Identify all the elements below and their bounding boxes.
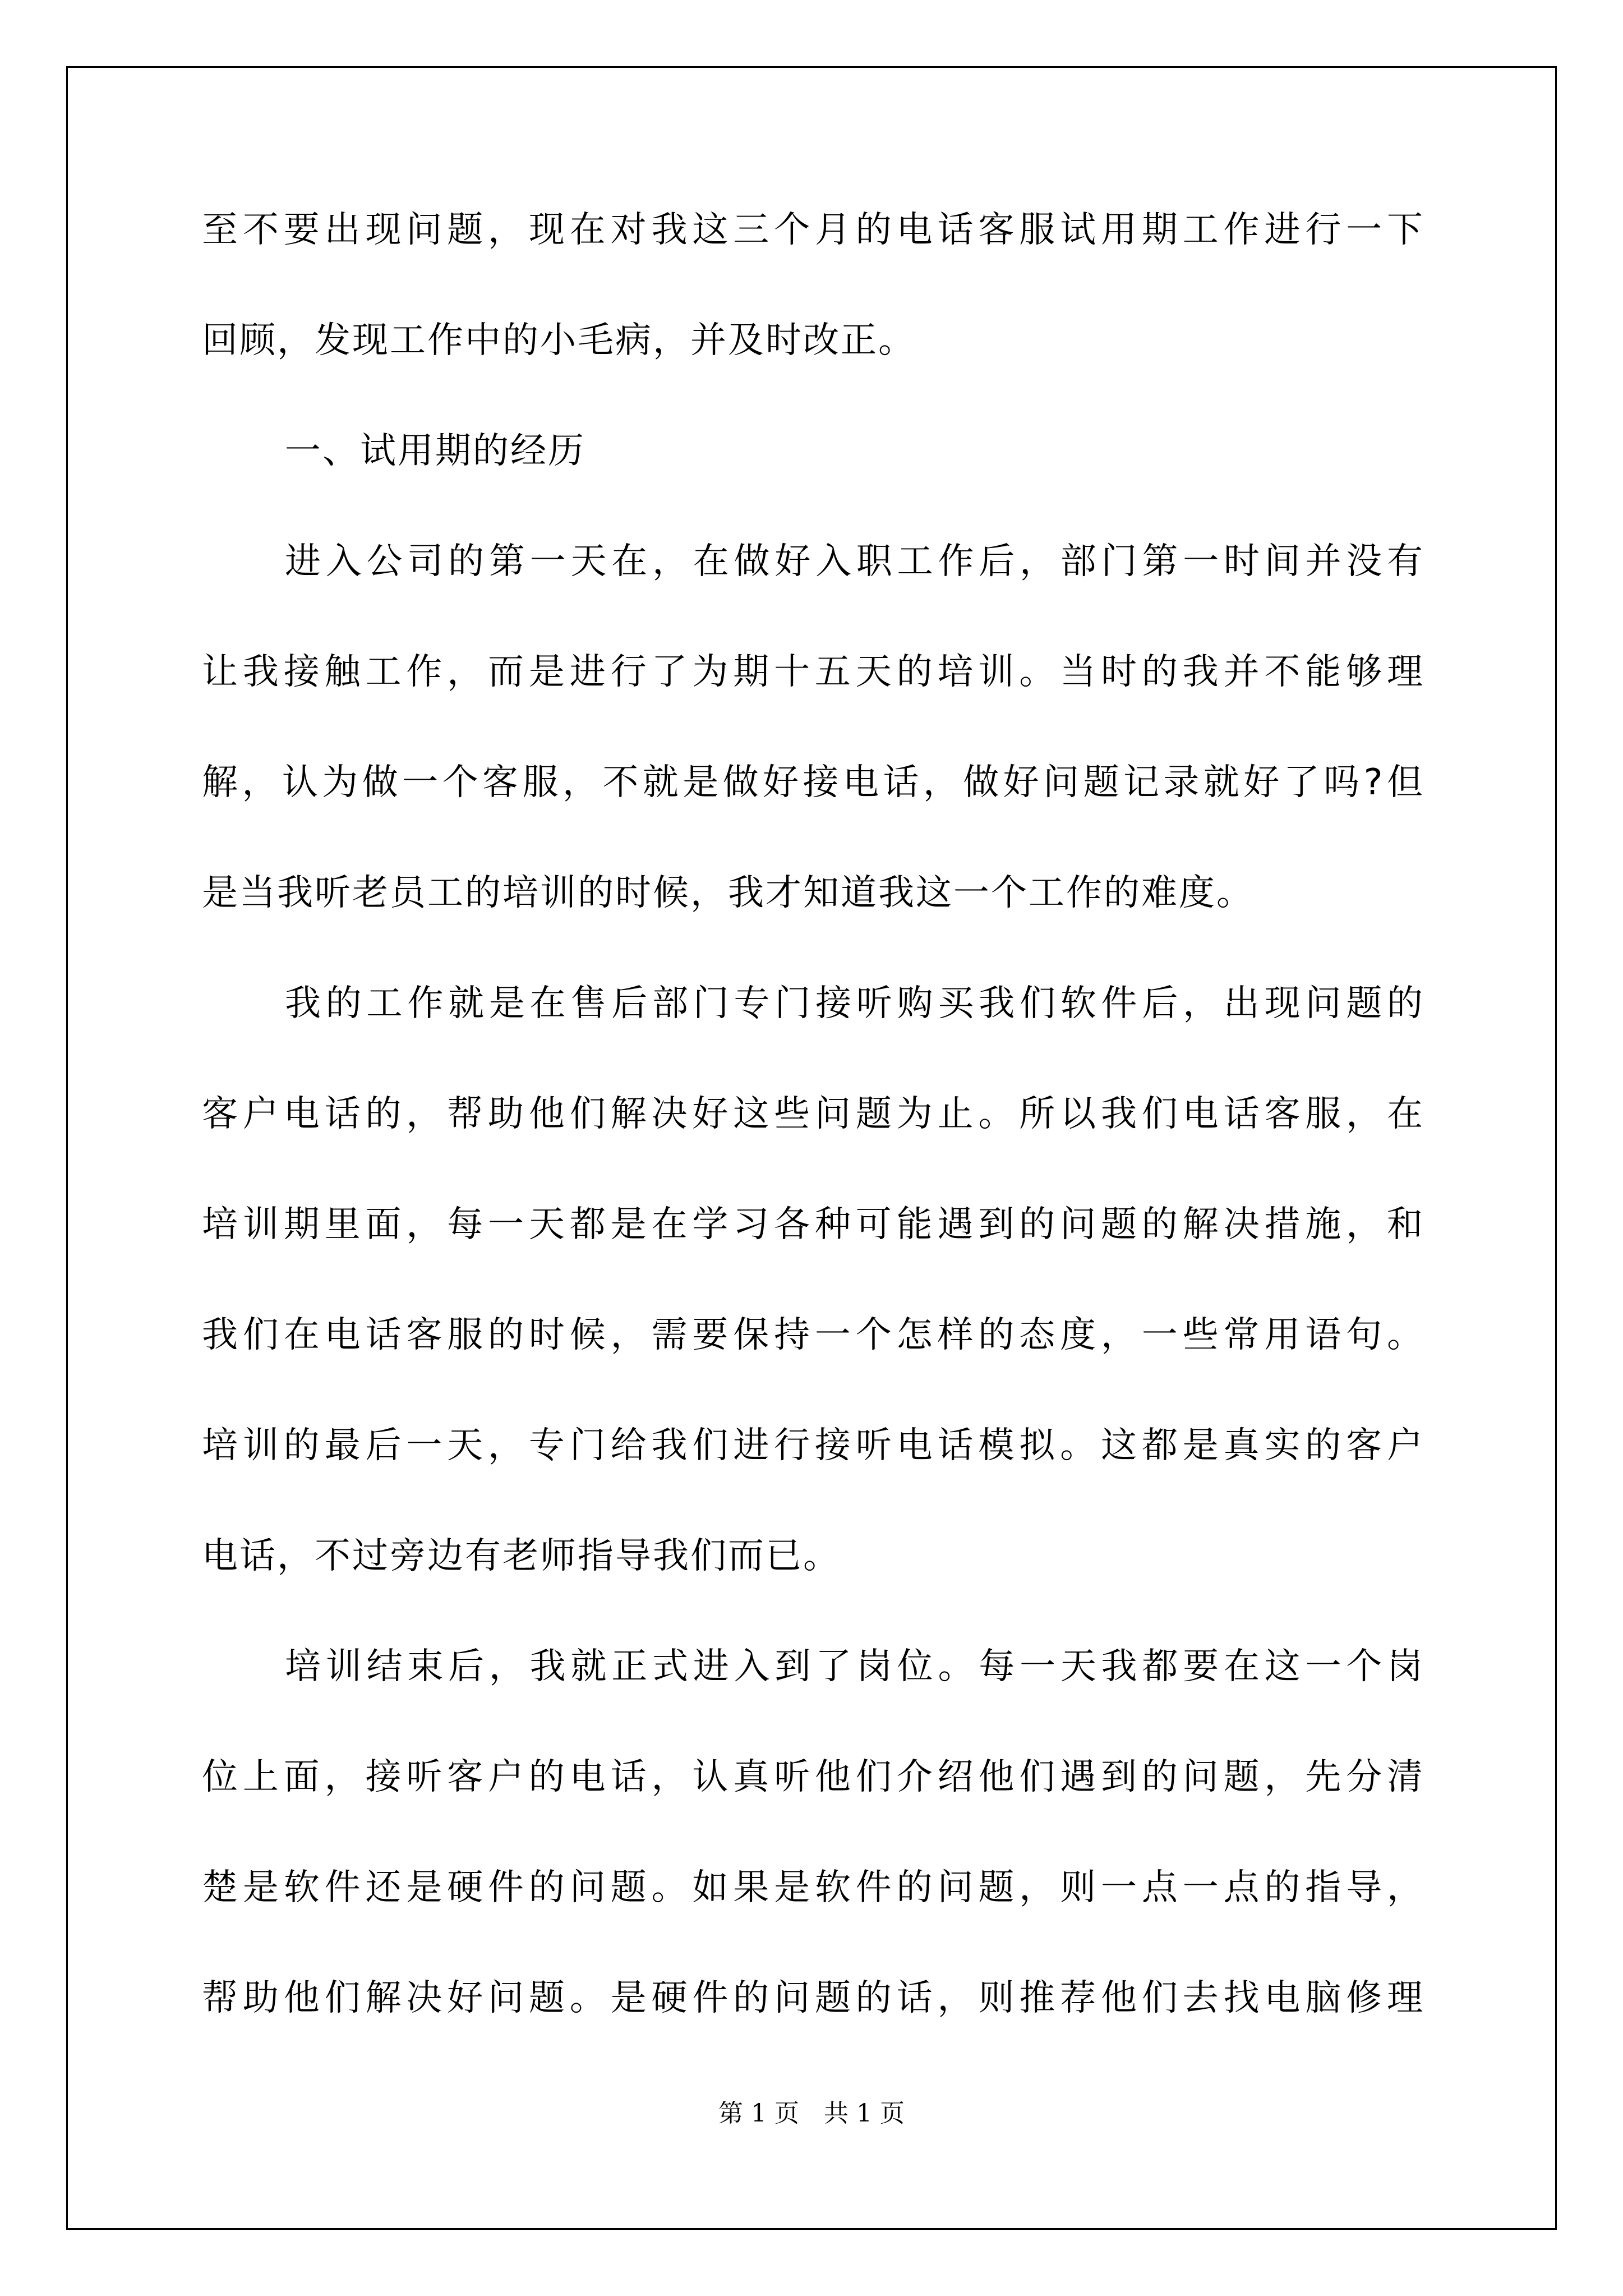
text-line: 是当我听老员工的培训的时候，我才知道我这一个工作的难度。	[202, 872, 1254, 914]
text-line: 位上面，接听客户的电话，认真听他们介绍他们遇到的问题，先分清	[202, 1756, 1424, 1798]
text-line: 让我接触工作，而是进行了为期十五天的培训。当时的我并不能够理	[202, 651, 1424, 693]
section-heading: 一、试用期的经历	[285, 430, 585, 472]
text-line: 我们在电话客服的时候，需要保持一个怎样的态度，一些常用语句。	[202, 1314, 1424, 1356]
text-line: 解，认为做一个客服，不就是做好接电话，做好问题记录就好了吗?但	[202, 762, 1424, 803]
text-line: 进入公司的第一天在，在做好入职工作后，部门第一时间并没有	[285, 541, 1424, 582]
text-line: 电话，不过旁边有老师指导我们而已。	[202, 1535, 841, 1577]
text-line: 客户电话的，帮助他们解决好这些问题为止。所以我们电话客服，在	[202, 1093, 1424, 1135]
text-line: 帮助他们解决好问题。是硬件的问题的话，则推荐他们去找电脑修理	[202, 1977, 1424, 2019]
text-line: 楚是软件还是硬件的问题。如果是软件的问题，则一点一点的指导，	[202, 1867, 1424, 1908]
text-line: 回顾，发现工作中的小毛病，并及时改正。	[202, 320, 916, 361]
text-line: 培训期里面，每一天都是在学习各种可能遇到的问题的解决措施，和	[202, 1204, 1424, 1245]
text-line: 至不要出现问题，现在对我这三个月的电话客服试用期工作进行一下	[202, 209, 1424, 251]
text-line: 我的工作就是在售后部门专门接听购买我们软件后，出现问题的	[285, 983, 1424, 1024]
page-number-footer: 第 1 页 共 1 页	[718, 2099, 905, 2128]
text-line: 培训的最后一天，专门给我们进行接听电话模拟。这都是真实的客户	[202, 1425, 1424, 1466]
text-line: 培训结束后，我就正式进入到了岗位。每一天我都要在这一个岗	[285, 1646, 1424, 1687]
